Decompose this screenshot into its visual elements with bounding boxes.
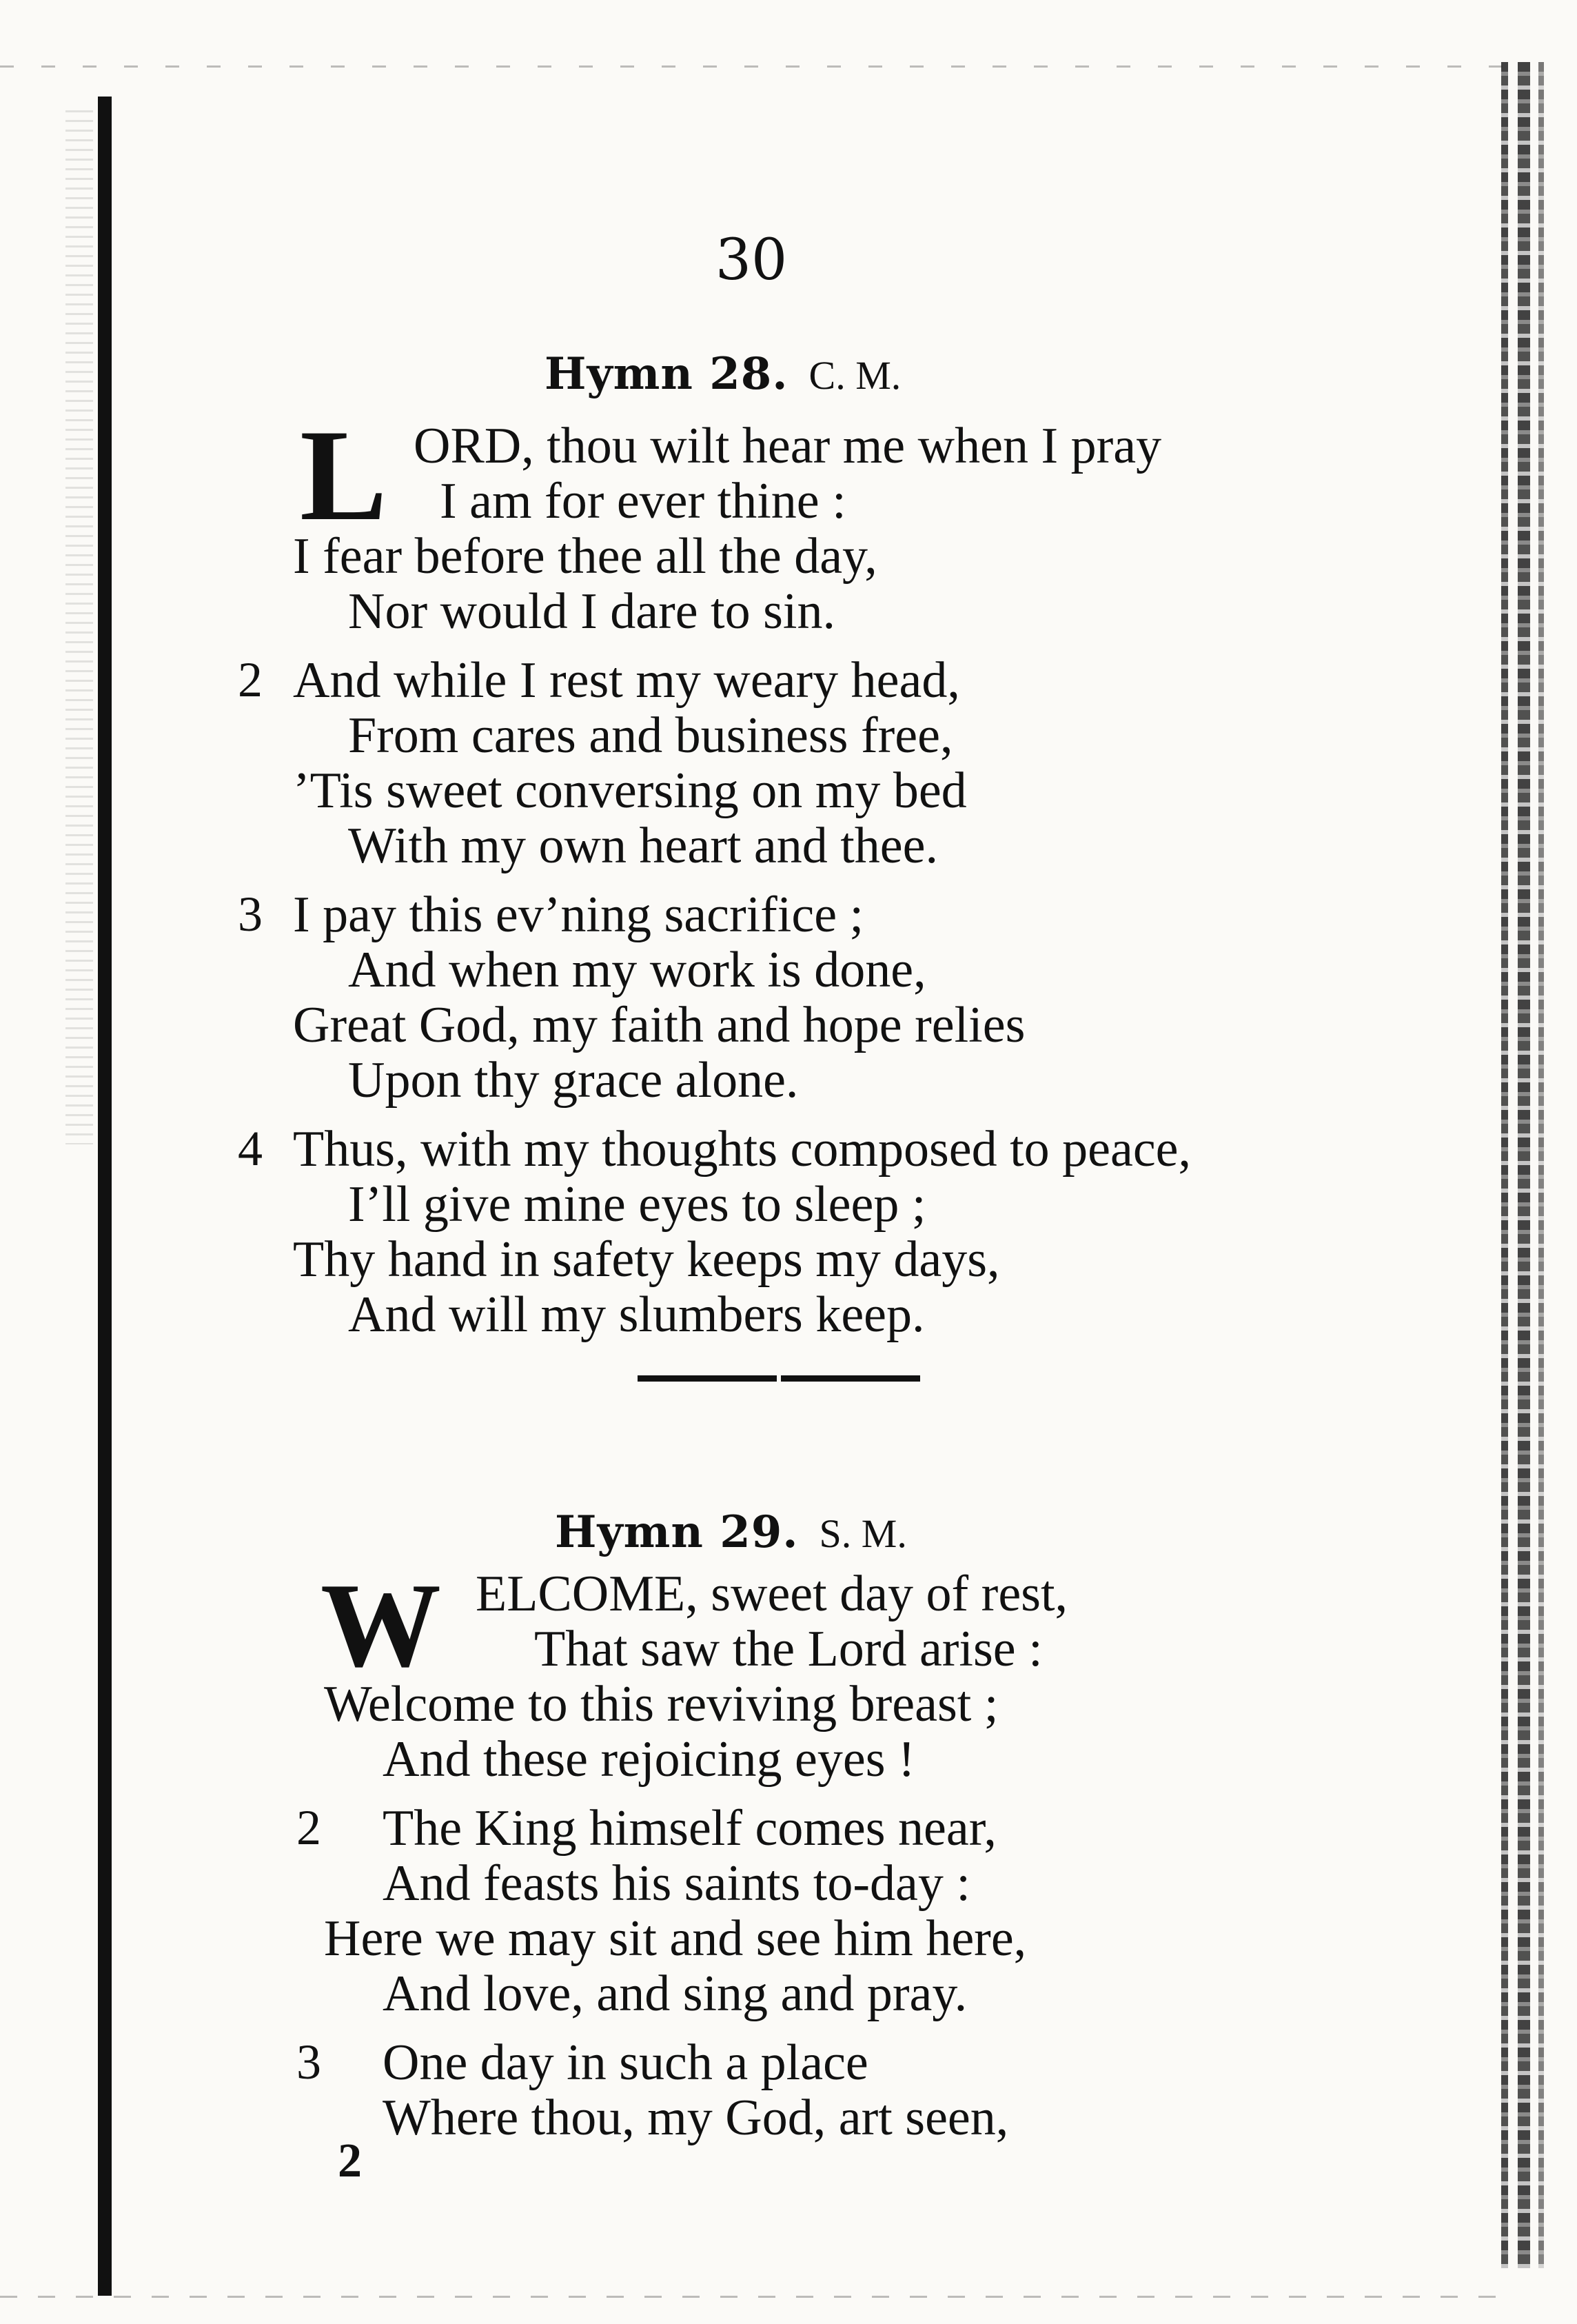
drop-cap: W [321,1558,441,1692]
page-number: 30 [715,228,788,293]
signature-mark: 2 [338,2134,362,2187]
verse-number: 2 [238,652,263,707]
page-bottom-edge [0,2296,1516,2298]
page-top-edge [0,65,1516,68]
verse-line: I’ll give mine eyes to sleep ; [348,1176,926,1233]
verse-line: And while I rest my weary head, [293,652,960,709]
verse-line: I fear before thee all the day, [293,528,877,585]
verse-number: 3 [296,2034,321,2090]
verse-line: Great God, my faith and hope relies [293,997,1026,1053]
verse-line: And feasts his saints to-day : [383,1855,970,1912]
verse-line: ELCOME, sweet day of rest, [476,1566,1068,1622]
verse-line: That saw the Lord arise : [534,1621,1043,1677]
verse-number: 4 [238,1121,263,1176]
verse-line: And will my slumbers keep. [348,1286,925,1343]
verse-number: 2 [296,1800,321,1855]
verse-line: And these rejoicing eyes ! [383,1731,915,1788]
verse-line: I pay this ev’ning sacrifice ; [293,887,864,943]
verse-line: The King himself comes near, [383,1800,997,1857]
verse-number: 3 [238,887,263,942]
section-divider [638,1375,920,1382]
verse-line: From cares and business free, [348,707,953,764]
verse-line: Welcome to this reviving breast ; [324,1676,999,1732]
hymn-number: Hymn 29. [555,1506,799,1558]
verse-line: Thus, with my thoughts composed to peace, [293,1121,1192,1178]
verse-line: ORD, thou wilt hear me when I pray [414,418,1162,474]
left-margin-speckle [65,110,93,1144]
edge-strip [1501,62,1508,2268]
hymn-29-heading [555,1506,907,1558]
verse-line: One day in such a place [383,2034,868,2091]
right-page-edge [1461,62,1565,2268]
edge-strip [1538,62,1544,2268]
hymn-meter: S. M. [819,1511,907,1556]
verse-line: Thy hand in safety keeps my days, [293,1231,1000,1288]
verse-line: Here we may sit and see him here, [324,1910,1027,1967]
verse-line: Where thou, my God, art seen, [383,2090,1009,2146]
binding-line [98,97,112,2296]
hymn-number: Hymn 28. [545,348,788,400]
verse-line: Nor would I dare to sin. [348,583,835,640]
verse-line: And when my work is done, [348,942,926,998]
hymn-28-heading [545,348,901,400]
drop-cap: L [300,403,387,548]
verse-line: Upon thy grace alone. [348,1052,799,1109]
verse-line: With my own heart and thee. [348,818,938,874]
verse-line: I am for ever thine : [440,473,846,529]
verse-line: ’Tis sweet conversing on my bed [293,762,967,819]
edge-strip [1518,62,1530,2268]
hymn-meter: C. M. [808,353,902,398]
verse-line: And love, and sing and pray. [383,1966,968,2022]
